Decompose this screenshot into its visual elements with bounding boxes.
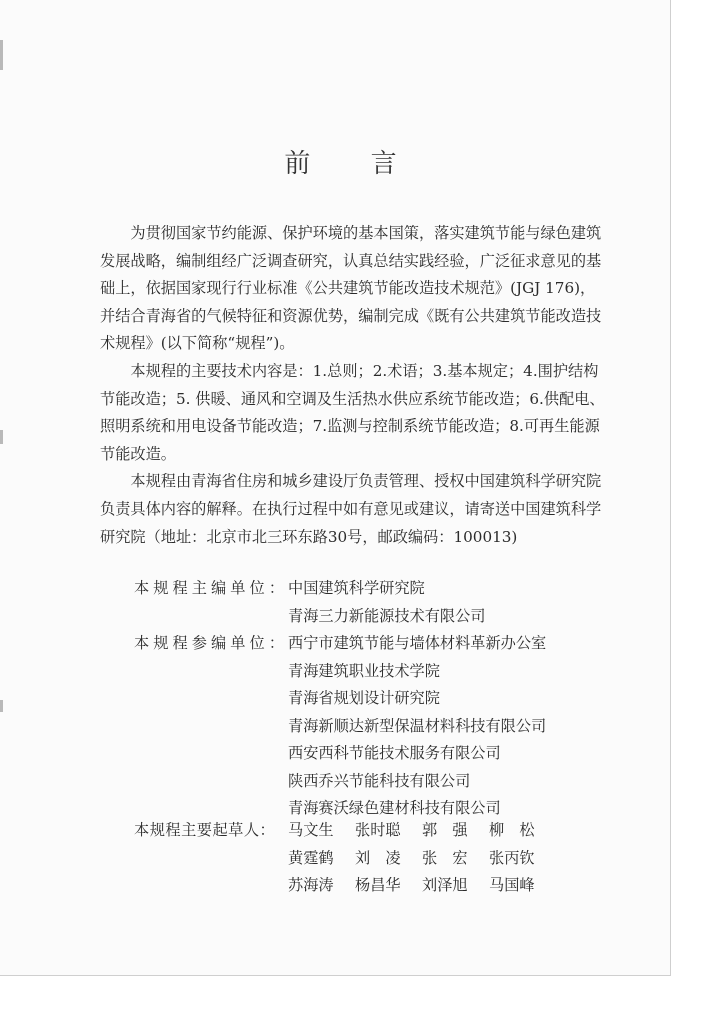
drafter-name: 刘 凌: [355, 848, 401, 867]
participating-units: [134, 630, 546, 823]
participating-units-list: [284, 630, 546, 823]
drafter-name: 张丙钦: [489, 848, 535, 867]
drafter-name: 刘泽旭: [422, 876, 468, 894]
paragraph-contents: 本规程的主要技术内容是：1.总则；2.术语；3.基本规定；4.围护结构节能改造；5. 供暖、通风和空调及生活热水供应系统节能改造；6.供配电、照明系统和用电设备节能改造；7.监测与控制系统节能改造；8.可再生能源节能改造。: [100, 361, 605, 463]
drafter-name: 杨昌华: [355, 876, 401, 894]
participating-unit: 西安西科节能技术服务有限公司: [288, 744, 501, 762]
participating-unit: 青海建筑职业技术学院: [288, 661, 440, 680]
drafter-name: 马国峰: [489, 876, 535, 894]
scan-edge-mark: [0, 40, 3, 70]
paragraph-management: 本规程由青海省住房和城乡建设厅负责管理、授权中国建筑科学研究院负责具体内容的解释。在执行过程中如有意见或建议，请寄送中国建筑科学研究院（地址：北京市北三环东路30号，邮政编码：100013): [100, 472, 602, 546]
units-section: [134, 575, 546, 823]
scan-edge-mark: [0, 700, 3, 712]
drafter-name: 黄霆鹤: [288, 848, 334, 867]
participating-unit: 青海省规划设计研究院: [288, 689, 440, 707]
scan-edge-mark: [0, 430, 3, 444]
chief-units: [134, 575, 546, 630]
chief-units-list: [284, 575, 485, 630]
preface-body: [100, 220, 610, 551]
chief-unit: 中国建筑科学研究院: [288, 579, 425, 597]
chief-unit: 青海三力新能源技术有限公司: [288, 606, 486, 625]
participating-unit: 青海新顺达新型保温材料科技有限公司: [288, 716, 547, 735]
drafter-name: 柳 松: [489, 821, 535, 839]
paragraph-purpose: 为贯彻国家节约能源、保护环境的基本国策，落实建筑节能与绿色建筑发展战略，编制组经广泛调查研究，认真总结实践经验，广泛征求意见的基础上，依据国家现行行业标准《公共建筑节能改造技术规范》(JGJ 176)，并结合青海省的气候特征和资源优势，编制完成《既有公共建筑节能改造技术规程》(以下简称“规程”)。: [100, 224, 602, 353]
participating-units-label: 本规程参编单位：: [134, 634, 284, 652]
participating-unit: 西宁市建筑节能与墙体材料革新办公室: [288, 634, 547, 652]
drafter-name: 郭 强: [422, 821, 468, 839]
drafter-name: 苏海涛: [288, 876, 334, 894]
chief-units-label: 本规程主编单位：: [134, 579, 284, 597]
drafter-name: 张 宏: [422, 848, 468, 867]
drafter-name: 张时聪: [355, 821, 401, 839]
drafter-name: 马文生: [288, 821, 334, 839]
participating-unit: 陕西乔兴节能科技有限公司: [288, 771, 471, 790]
drafters-grid: [288, 817, 556, 900]
participating-unit: 青海赛沃绿色建材科技有限公司: [288, 799, 501, 817]
drafters-section: [134, 817, 556, 900]
drafters-label: 本规程主要起草人：: [134, 821, 276, 839]
page-title: 前 言: [284, 149, 423, 179]
